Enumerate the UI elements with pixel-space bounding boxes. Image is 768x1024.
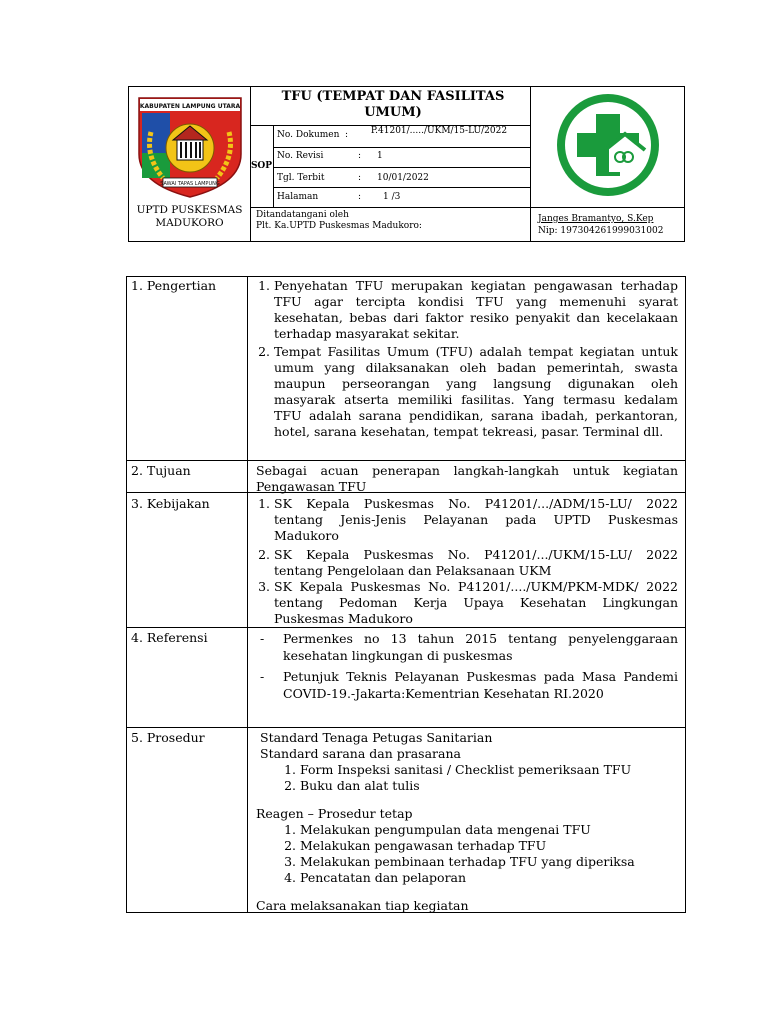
referensi-list [256, 630, 678, 702]
row-value: P.41201/...../UKM/15-LU/2022 [370, 126, 508, 136]
list-item: 3. SK Kepala Puskesmas No. P41201/..../UKM/PKM-MDK/ 2022 tentang Pedoman Kerja Upaya Kesehatan Lingkungan Puskesmas Madukoro [274, 579, 678, 627]
sop-header [128, 86, 685, 242]
row-label: Tgl. Terbit [277, 173, 325, 183]
signed-line1: Ditandatangani oleh [256, 210, 349, 220]
item-text: Petunjuk Teknis Pelayanan Puskesmas pada Masa Pandemi COVID-19.-Jakarta:Kementrian Kesehatan RI.2020 [283, 669, 678, 701]
row-label: 1. Pengertian [131, 278, 217, 293]
list-item: 2. Melakukan pengawasan terhadap TFU [300, 838, 678, 854]
list-item: 1. Melakukan pengumpulan data mengenai TFU [300, 822, 678, 838]
puskesmas-logo [555, 92, 661, 198]
logo-text-bottom: SAWAI TAPAS LAMPUNG [160, 181, 220, 187]
list-item [256, 630, 678, 664]
row-label: 2. Tujuan [131, 463, 191, 478]
org-cell [129, 87, 251, 241]
row-content [256, 278, 678, 442]
list-item: 2. Buku dan alat tulis [300, 778, 678, 794]
signed-by-cell [250, 207, 530, 242]
org-name: UPTD PUSKESMAS MADUKORO [136, 204, 243, 229]
dash-bullet: - [260, 669, 265, 684]
signer-nip: Nip: 197304261999031002 [538, 226, 664, 236]
list-item: 2. Tempat Fasilitas Umum (TFU) adalah tempat kegiatan untuk umum yang dilaksanakan oleh badan pemerintah, swasta maupun perseorangan yang langsung digunakan oleh masyarak atserta memiliki fasilitas. Yang termasu kedalam TFU adalah sarana pendidikan, sarana ibadah, perkantoran, hotel, sarana kesehatan, tempat tekreasi, pasar. Terminal dll. [274, 344, 678, 440]
sop-content-table [126, 276, 686, 913]
row-prosedur [127, 727, 685, 913]
row-value: 10/01/2022 [377, 173, 429, 183]
doc-info-table [273, 125, 530, 208]
row-tujuan [127, 460, 685, 493]
row-colon: : [358, 151, 362, 161]
row-label: No. Dokumen [277, 130, 340, 140]
prosedur-line1: Standard Tenaga Petugas Sanitarian [260, 730, 493, 745]
regency-logo [137, 96, 243, 199]
reagen-list [256, 822, 678, 886]
row-label: 5. Prosedur [131, 730, 205, 745]
row-value: 1 /3 [383, 192, 401, 202]
list-item: 3. Melakukan pembinaan terhadap TFU yang diperiksa [300, 854, 678, 870]
row-value: 1 [377, 151, 383, 161]
title-cell [250, 87, 530, 125]
row-content [256, 496, 678, 629]
puskesmas-logo-cell [530, 87, 685, 207]
row-content [256, 730, 678, 914]
list-item: 4. Pencatatan dan pelaporan [300, 870, 678, 886]
row-kebijakan [127, 492, 685, 628]
doc-row-terbit [273, 167, 530, 188]
sop-label: SOP [250, 161, 273, 171]
kebijakan-list [256, 496, 678, 627]
row-label: 3. Kebijakan [131, 496, 210, 511]
doc-row-revisi [273, 147, 530, 168]
row-label: 4. Referensi [131, 630, 208, 645]
row-label: Halaman [277, 192, 319, 202]
sarana-list [256, 762, 678, 794]
pengertian-list [256, 278, 678, 440]
doc-row-dokumen [273, 126, 530, 147]
doc-row-halaman [273, 187, 530, 208]
list-item: 1. Penyehatan TFU merupakan kegiatan pengawasan terhadap TFU agar tercipta kondisi TFU yang memenuhi syarat kesehatan, bebas dari faktor resiko penyakit dan kecelakaan terhadap masyarakat sekitar. [274, 278, 678, 342]
list-item: 1. SK Kepala Puskesmas No. P41201/.../ADM/15-LU/ 2022 tentang Jenis-Jenis Pelayanan pada UPTD Puskesmas Madukoro [274, 496, 678, 544]
list-item: 1. Form Inspeksi sanitasi / Checklist pemeriksaan TFU [300, 762, 678, 778]
sop-label-cell [250, 125, 274, 208]
prosedur-line2: Standard sarana dan prasarana [260, 746, 461, 761]
logo-text-top: KABUPATEN LAMPUNG UTARA [139, 103, 241, 110]
sop-title: TFU (TEMPAT DAN FASILITAS UMUM) [281, 89, 505, 120]
row-colon: : [345, 130, 349, 140]
row-referensi [127, 627, 685, 728]
row-content [256, 630, 678, 706]
reagen-title: Reagen – Prosedur tetap [256, 806, 413, 821]
signer-cell [530, 207, 685, 242]
row-pengertian [127, 277, 685, 460]
signer-name: Janges Bramantyo, S.Kep [538, 214, 654, 224]
row-colon: : [358, 173, 362, 183]
cara-line: Cara melaksanakan tiap kegiatan [256, 898, 469, 913]
list-item: 2. SK Kepala Puskesmas No. P41201/.../UKM/15-LU/ 2022 tentang Pengelolaan dan Pelaksanaan UKM [274, 547, 678, 579]
item-text: Permenkes no 13 tahun 2015 tentang penyelenggaraan kesehatan lingkungan di puskesmas [283, 631, 678, 663]
row-content: Sebagai acuan penerapan langkah-langkah untuk kegiatan Pengawasan TFU [256, 463, 678, 494]
row-colon: : [358, 192, 362, 202]
dash-bullet: - [260, 631, 265, 646]
signed-line2: Plt. Ka.UPTD Puskesmas Madukoro: [256, 221, 422, 231]
list-item [256, 668, 678, 702]
row-label: No. Revisi [277, 151, 324, 161]
